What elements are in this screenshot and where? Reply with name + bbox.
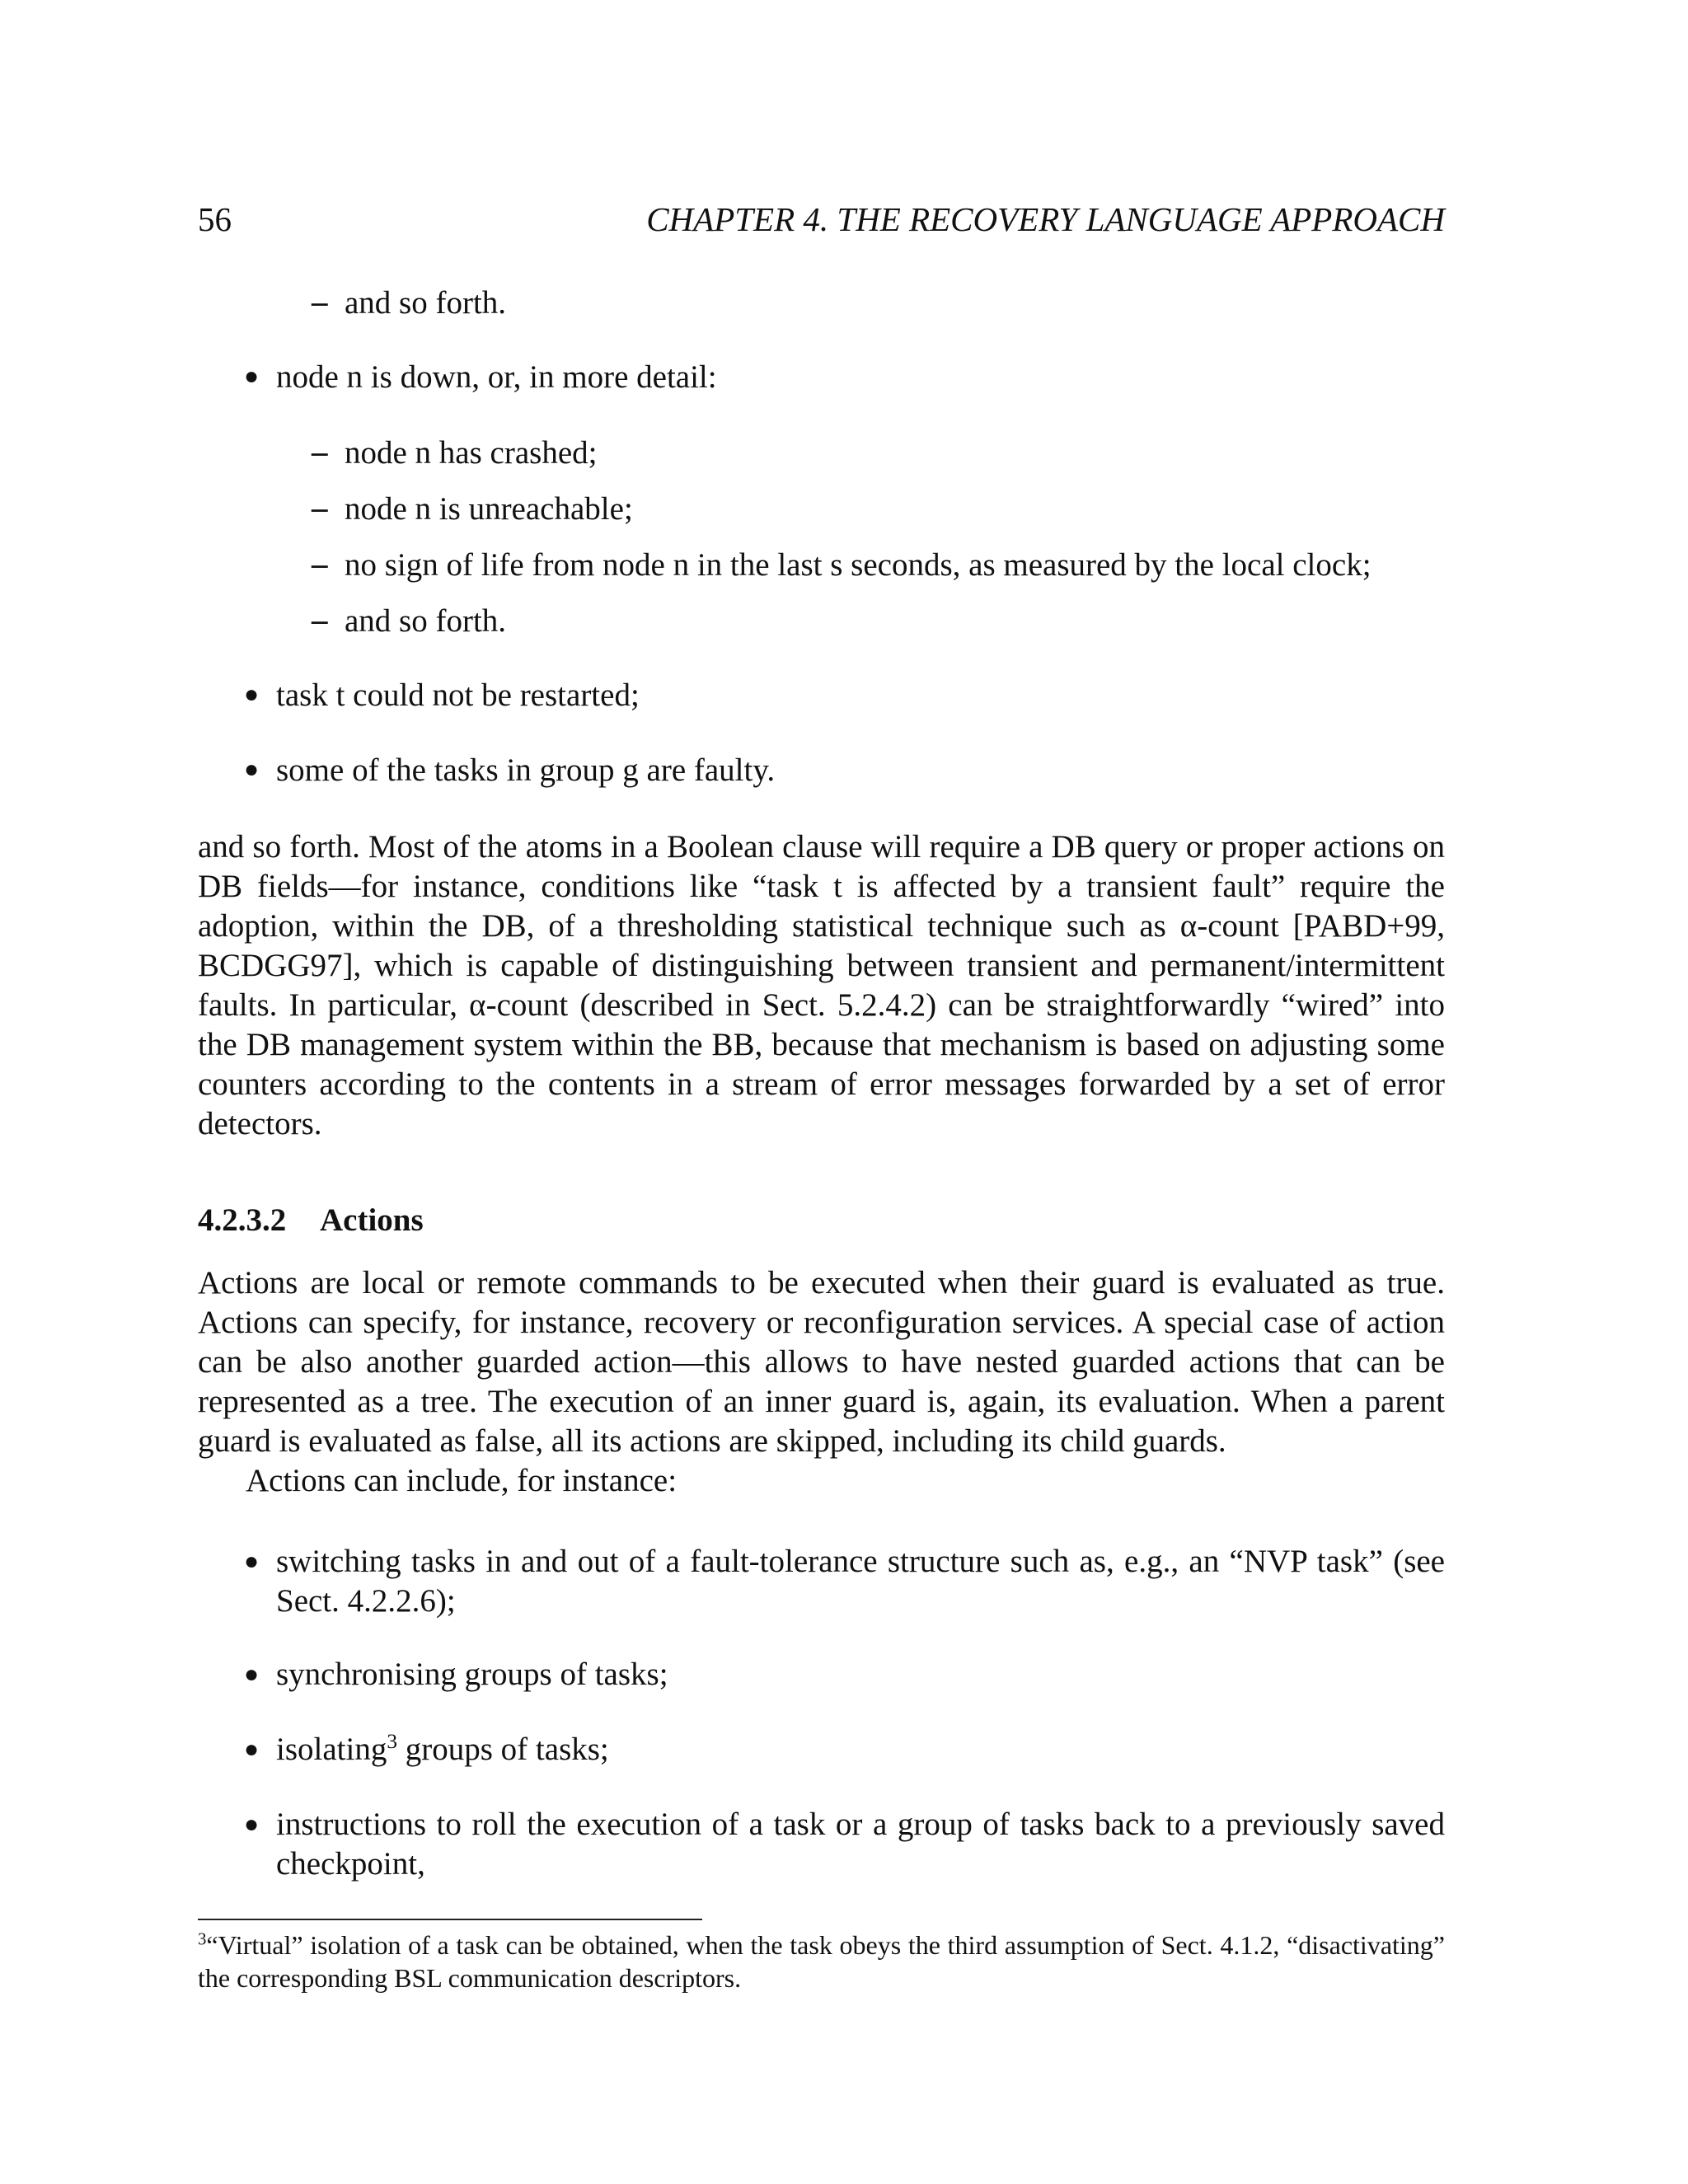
page-number: 56 xyxy=(198,200,232,238)
dash-bullet: – xyxy=(312,434,328,470)
dash-bullet: – xyxy=(312,602,328,638)
dash-bullet: – xyxy=(312,490,328,526)
paragraph-text: Actions can include, for instance: xyxy=(246,1463,678,1498)
list-item: task t could not be restarted; xyxy=(276,677,640,713)
list-subitem: no sign of life from node n in the last s seconds, as measured by the local clock; xyxy=(345,547,1372,583)
list-item: switching tasks in and out of a fault-tolerance structure such as, e.g., an “NVP task” (see Sect. 4.2.2.6); xyxy=(276,1544,1445,1619)
footnote: $^3$“Virtual” isolation of a task can be obtained, when the task obeys the third assumption of Sect. 4.1.2, “disactivating” the corresponding BSL communication descriptors. xyxy=(198,1929,1445,1993)
dash-bullet: – xyxy=(312,546,328,582)
bullet-icon: ● xyxy=(244,1736,260,1763)
list-item: isolating$^3$ groups of tasks; xyxy=(276,1730,609,1767)
bullet-icon: ● xyxy=(244,1811,260,1838)
body-paragraph: Actions are local or remote commands to be executed when their guard is evaluated as true. Actions can specify, for instance, recovery or reconfiguration services. A special case of action can be also another guarded action—this allows to have nested guarded actions that can be represented as a tree. The execution of an inner guard is, again, its evaluation. When a parent guard is evaluated as false, all its actions are skipped, including its child guards. xyxy=(198,1265,1445,1459)
footnote-number: 3 xyxy=(198,1929,207,1949)
footnote-rule xyxy=(198,1919,702,1920)
section-heading xyxy=(198,1202,424,1239)
section-title: Actions xyxy=(320,1202,424,1238)
bullet-icon: ● xyxy=(244,756,260,783)
section-number: 4.2.3.2 xyxy=(198,1202,287,1238)
dash-bullet: – xyxy=(312,284,328,320)
bullet-icon: ● xyxy=(244,1548,260,1575)
running-header: CHAPTER 4. THE RECOVERY LANGUAGE APPROACH xyxy=(646,200,1445,238)
list-item: synchronising groups of tasks; xyxy=(276,1657,668,1692)
body-paragraph: and so forth. Most of the atoms in a Boolean clause will require a DB query or proper actions on DB fields—for instance, conditions like “task t is affected by a transient fault” require the adoption, within the DB, of a thresholding statistical technique such as α-count [PABD+99, BCDGG97], which is capable of distinguishing between transient and permanent/intermittent faults. In particular, α-count (described in Sect. 5.2.4.2) can be straightforwardly “wired” into the DB management system within the BB, because that mechanism is based on adjusting some counters according to the contents in a stream of error messages forwarded by a set of error detectors. xyxy=(198,829,1445,1141)
list-subitem: and so forth. xyxy=(345,285,507,321)
list-item: instructions to roll the execution of a task or a group of tasks back to a previously saved checkpoint, xyxy=(276,1807,1445,1882)
bullet-icon: ● xyxy=(244,681,260,708)
list-subitem: node n has crashed; xyxy=(345,435,598,471)
bullet-icon: ● xyxy=(244,363,260,390)
footnote-marker: 3 xyxy=(387,1730,398,1753)
bullet-icon: ● xyxy=(244,1661,260,1688)
list-subitem: and so forth. xyxy=(345,603,507,639)
body-paragraph xyxy=(198,1461,1445,1501)
list-item: some of the tasks in group g are faulty. xyxy=(276,752,776,788)
list-item: node n is down, or, in more detail: xyxy=(276,359,717,395)
list-subitem: node n is unreachable; xyxy=(345,491,633,527)
